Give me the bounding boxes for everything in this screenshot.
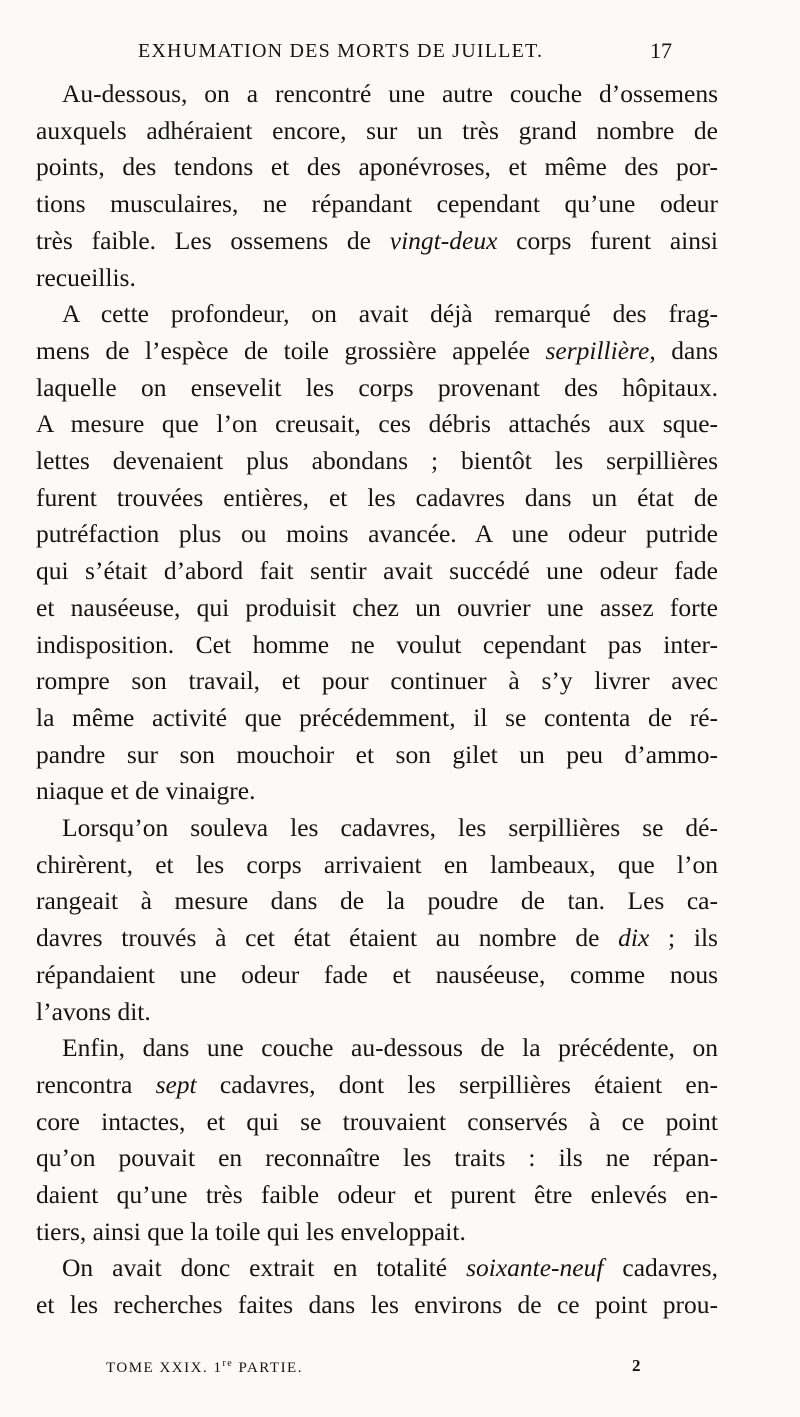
text-segment: répandaient une odeur fade et nauséeuse, comme nous	[36, 959, 718, 989]
text-line	[36, 883, 718, 919]
text-line	[62, 76, 718, 112]
text-line	[62, 296, 718, 332]
italic-segment: soixante-neuf	[466, 1253, 604, 1283]
text-segment: cadavres, dont les serpillières étaient en-	[196, 1069, 718, 1099]
text-line	[36, 663, 718, 699]
text-segment: qui s’était d’abord fait sentir avait succédé une odeur fade	[36, 556, 718, 586]
text-line	[36, 773, 718, 809]
text-line	[36, 480, 718, 516]
text-line	[36, 1287, 718, 1323]
text-segment: indisposition. Cet homme ne voulut cependant pas inter-	[36, 629, 718, 659]
text-line	[36, 1104, 718, 1140]
text-segment: rangeait à mesure dans de la poudre de tan. Les ca-	[36, 886, 718, 916]
part-superscript: re	[222, 1358, 234, 1369]
text-segment: qu’on pouvait en reconnaître les traits : ils ne répan-	[36, 1143, 718, 1173]
text-line	[36, 553, 718, 589]
text-line	[36, 957, 718, 993]
text-line	[62, 810, 718, 846]
text-line	[36, 370, 718, 406]
text-line	[36, 1140, 718, 1176]
text-segment: chirèrent, et les corps arrivaient en lambeaux, que l’on	[36, 849, 718, 879]
text-line	[36, 223, 718, 259]
text-segment: tions musculaires, ne répandant cependant qu’une odeur	[36, 189, 718, 219]
text-segment: , dans	[649, 335, 718, 365]
text-segment: et nauséeuse, qui produisit chez un ouvrier une assez forte	[36, 592, 718, 622]
text-segment: Enfin, dans une couche au-dessous de la précédente, on	[62, 1033, 718, 1063]
text-line	[36, 590, 718, 626]
text-segment: A mesure que l’on creusait, ces débris attachés aux sque-	[36, 409, 718, 439]
text-segment: niaque et de vinaigre.	[36, 776, 256, 806]
text-line	[36, 260, 718, 296]
text-segment: ; ils	[649, 923, 718, 953]
text-segment: et les recherches faites dans les environs de ce point prou-	[36, 1290, 718, 1320]
italic-segment: serpillière	[545, 335, 650, 365]
signature-mark: 2	[632, 1356, 641, 1375]
text-line	[36, 627, 718, 663]
text-line	[36, 700, 718, 736]
text-segment: pandre sur son mouchoir et son gilet un peu d’ammo-	[36, 739, 718, 769]
text-segment: lettes devenaient plus abondans ; bientôt les serpillières	[36, 446, 718, 475]
page-header	[0, 36, 800, 72]
text-segment: davres trouvés à cet état étaient au nombre de	[36, 923, 619, 953]
page-number: 17	[650, 38, 672, 63]
italic-segment: vingt-deux	[389, 225, 498, 255]
text-line	[36, 994, 718, 1030]
page-footer	[0, 1356, 800, 1386]
text-segment: laquelle on ensevelit les corps provenant des hôpitaux.	[36, 372, 718, 402]
volume-part-label	[106, 1358, 303, 1377]
text-segment: On avait donc extrait en totalité	[62, 1253, 467, 1283]
text-segment: rencontra	[36, 1069, 156, 1099]
running-title: EXHUMATION DES MORTS DE JUILLET.	[138, 40, 544, 62]
text-segment: la même activité que précédemment, il se contenta de ré-	[36, 702, 718, 732]
volume-label: TOME XXIX. 1	[106, 1360, 223, 1376]
text-line	[36, 1177, 718, 1213]
text-line	[62, 1250, 718, 1286]
text-line	[62, 1030, 718, 1066]
text-segment: Au-dessous, on a rencontré une autre couche d’ossemens	[62, 79, 718, 108]
text-line	[36, 1067, 718, 1103]
text-line	[36, 186, 718, 222]
text-segment: auxquels adhéraient encore, sur un très grand nombre de	[36, 115, 718, 145]
italic-segment: dix	[618, 923, 650, 953]
text-line	[36, 333, 718, 369]
text-line	[36, 1214, 718, 1250]
text-segment: Lorsqu’on souleva les cadavres, les serpillières se dé-	[62, 813, 718, 842]
text-line	[36, 516, 718, 552]
text-segment: putréfaction plus ou moins avancée. A une odeur putride	[36, 519, 718, 549]
text-segment: core intactes, et qui se trouvaient conservés à ce point	[36, 1106, 718, 1136]
text-segment: furent trouvées entières, et les cadavres dans un état de	[36, 482, 718, 512]
text-line	[36, 443, 718, 479]
text-segment: rompre son travail, et pour continuer à s’y livrer avec	[36, 666, 718, 696]
text-segment: recueillis.	[36, 262, 136, 292]
text-segment: A cette profondeur, on avait déjà remarqué des frag-	[62, 299, 718, 329]
text-segment: très faible. Les ossemens de	[36, 225, 390, 255]
part-label: PARTIE.	[233, 1360, 303, 1376]
text-segment: l’avons dit.	[36, 996, 151, 1026]
italic-segment: sept	[155, 1069, 197, 1099]
text-line	[36, 406, 718, 442]
text-line	[36, 737, 718, 773]
text-segment: daient qu’une très faible odeur et purent être enlevés en-	[36, 1180, 718, 1209]
text-line	[36, 920, 718, 956]
text-segment: mens de l’espèce de toile grossière appelée	[36, 335, 546, 365]
text-line	[36, 149, 718, 185]
text-line	[36, 847, 718, 883]
text-segment: tiers, ainsi que la toile qui les enveloppait.	[36, 1216, 466, 1246]
text-segment: corps furent ainsi	[497, 225, 719, 255]
text-segment: points, des tendons et des aponévroses, et même des por-	[36, 152, 718, 182]
text-segment: cadavres,	[603, 1253, 718, 1283]
text-line	[36, 113, 718, 149]
